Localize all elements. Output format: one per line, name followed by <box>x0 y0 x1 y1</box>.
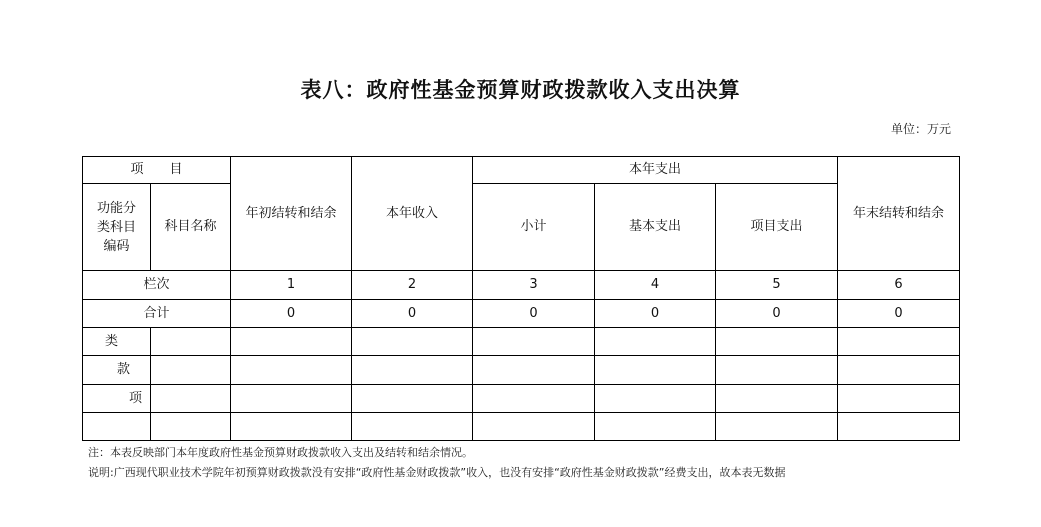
row-label-empty <box>83 413 151 441</box>
table-cell <box>838 328 960 356</box>
table-cell <box>716 356 838 385</box>
table-cell <box>231 356 352 385</box>
lanci-col-3: 3 <box>473 271 595 300</box>
heji-value-4: 0 <box>595 300 716 328</box>
heji-value-6: 0 <box>838 300 960 328</box>
header-xiangmu: 项 目 <box>83 157 231 184</box>
table-row <box>83 385 960 413</box>
heji-row <box>83 300 960 328</box>
heji-label: 合计 <box>83 300 231 328</box>
table-cell <box>716 328 838 356</box>
table-cell <box>231 413 352 441</box>
table-cell <box>151 385 231 413</box>
table-cell <box>595 328 716 356</box>
table-cell <box>716 385 838 413</box>
lanci-col-2: 2 <box>352 271 473 300</box>
page-title: 表八：政府性基金预算财政拨款收入支出决算 <box>300 78 741 102</box>
table-cell <box>473 385 595 413</box>
header-bennian-zhichu: 本年支出 <box>473 157 838 184</box>
header-nianchu: 年初结转和结余 <box>231 157 352 271</box>
heji-value-3: 0 <box>473 300 595 328</box>
explanation-note: 说明:广西现代职业技术学院年初预算财政拨款没有安排“政府性基金财政拨款”收入，也没有安排“政府性基金财政拨款”经费支出，故本表无数据 <box>88 466 786 479</box>
table-cell <box>595 413 716 441</box>
heji-value-2: 0 <box>352 300 473 328</box>
row-label-kuan: 款 <box>83 356 151 385</box>
footnote: 注：本表反映部门本年度政府性基金预算财政拨款收入支出及结转和结余情况。 <box>88 446 473 459</box>
header-nianmo: 年末结转和结余 <box>838 157 960 271</box>
table-cell <box>231 385 352 413</box>
lanci-row <box>83 271 960 300</box>
table-cell <box>473 328 595 356</box>
header-xiaoji: 小计 <box>473 184 595 271</box>
row-label-xiang: 项 <box>83 385 151 413</box>
lanci-col-1: 1 <box>231 271 352 300</box>
header-row-1 <box>83 157 960 184</box>
table-cell <box>838 413 960 441</box>
table-cell <box>595 385 716 413</box>
row-label-lei: 类 <box>83 328 151 356</box>
table-cell <box>595 356 716 385</box>
heji-value-5: 0 <box>716 300 838 328</box>
table-row <box>83 328 960 356</box>
lanci-label: 栏次 <box>83 271 231 300</box>
table-cell <box>352 356 473 385</box>
lanci-col-6: 6 <box>838 271 960 300</box>
table-row <box>83 356 960 385</box>
table-cell <box>151 413 231 441</box>
lanci-col-5: 5 <box>716 271 838 300</box>
header-bennian-shouru: 本年收入 <box>352 157 473 271</box>
lanci-col-4: 4 <box>595 271 716 300</box>
table-cell <box>352 328 473 356</box>
heji-value-1: 0 <box>231 300 352 328</box>
table-cell <box>352 413 473 441</box>
table-cell <box>231 328 352 356</box>
table-cell <box>352 385 473 413</box>
table-cell <box>151 328 231 356</box>
table-cell <box>151 356 231 385</box>
header-xiangmu-zhichu: 项目支出 <box>716 184 838 271</box>
unit-label: 单位：万元 <box>890 122 951 136</box>
header-row-2 <box>83 184 960 271</box>
header-kemu-name: 科目名称 <box>151 184 231 271</box>
budget-table <box>82 156 960 441</box>
table-cell <box>838 385 960 413</box>
table-cell <box>838 356 960 385</box>
header-gongneng-code: 功能分类科目编码 <box>83 184 151 271</box>
header-jiben-zhichu: 基本支出 <box>595 184 716 271</box>
table-cell <box>716 413 838 441</box>
table-cell <box>473 356 595 385</box>
table-cell <box>473 413 595 441</box>
table-row <box>83 413 960 441</box>
